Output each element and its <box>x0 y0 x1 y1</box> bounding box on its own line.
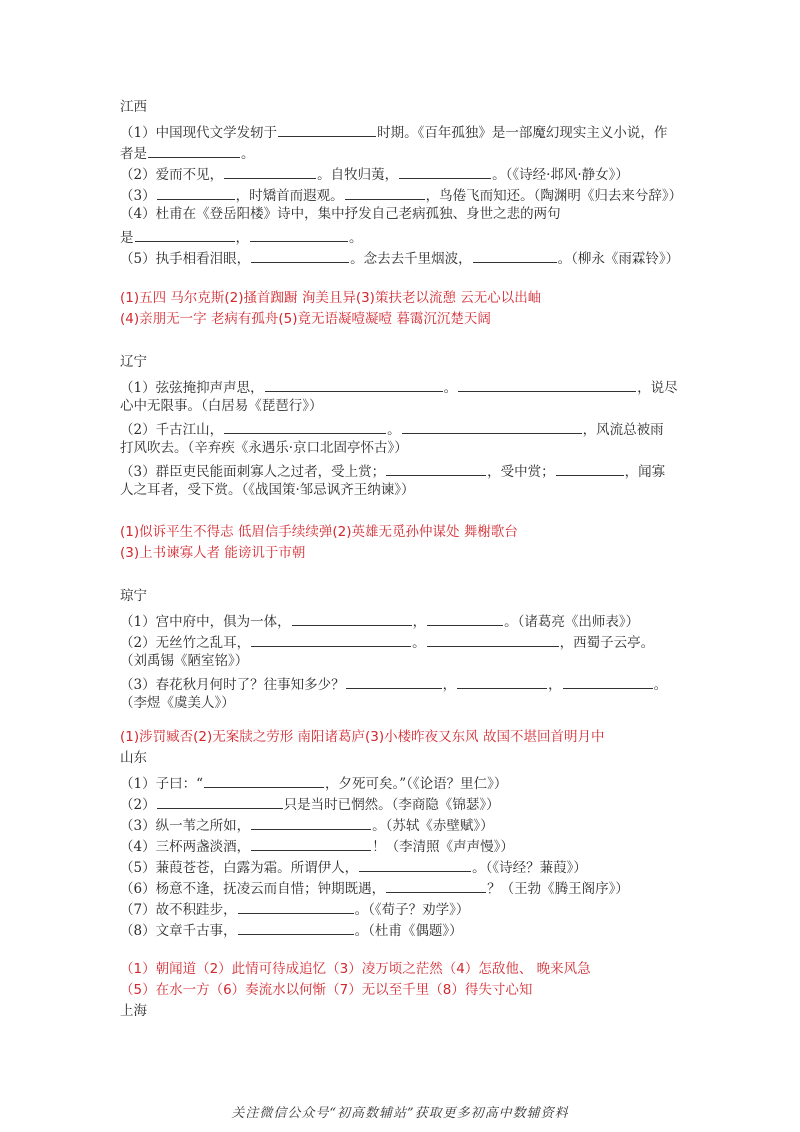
question-text: （3）纵一苇之所如， <box>120 818 251 834</box>
question-text: ，时矯首而遐观。 <box>235 188 344 204</box>
answer-blank[interactable] <box>148 145 240 158</box>
answer-blank[interactable] <box>458 379 636 392</box>
question-text: 者是 <box>120 146 147 162</box>
question-line <box>120 145 255 162</box>
question-line <box>120 655 248 669</box>
answer-key-line: (1)似诉平生不得志 低眉信手续续弹(2)英雄无觅孙仲谋处 舞榭歌台 <box>120 524 518 540</box>
answer-blank[interactable] <box>292 613 412 626</box>
question-text: ？（王勃《腾王阁序》） <box>487 881 629 897</box>
question-text: 。（柳永《雨霖铃》） <box>557 251 680 267</box>
question-text: 。 <box>443 380 458 396</box>
question-text: 是 <box>120 230 134 246</box>
answer-blank[interactable] <box>386 880 486 893</box>
question-text: 只是当时已惘然。（李商隐《锦瑟》） <box>283 797 500 813</box>
answer-blank[interactable] <box>345 187 425 200</box>
question-line <box>120 187 682 204</box>
question-line <box>120 421 664 438</box>
answer-key-line: (1)五四 马尔克斯(2)搔首踟蹰 洵美且异(3)策扶老以流憩 云无心以出岫 <box>120 290 542 306</box>
answer-blank[interactable] <box>204 775 324 788</box>
question-text: ， <box>442 677 457 693</box>
question-text: 打风吹去。（辛弃疾《永遇乐·京口北固亭怀古》） <box>120 440 408 456</box>
question-text: ， <box>235 230 249 246</box>
question-line <box>120 124 667 141</box>
answer-blank[interactable] <box>157 796 283 809</box>
answer-blank[interactable] <box>251 838 371 851</box>
question-line <box>120 697 235 711</box>
answer-blank[interactable] <box>250 229 348 242</box>
question-text: （刘禹锡《陋室铭》） <box>120 653 249 669</box>
question-text: （2）爱而不见， <box>120 167 224 183</box>
question-text: 心中无限事。（白居易《琵琶行》） <box>120 398 323 414</box>
question-line <box>120 838 514 855</box>
section-heading-qiongning: 琼宁 <box>120 588 147 604</box>
answer-blank[interactable] <box>556 463 624 476</box>
answer-blank[interactable] <box>224 166 316 179</box>
question-text: ，风流总被雨 <box>582 422 664 438</box>
question-text: 。自牧归荑， <box>317 167 399 183</box>
question-text: ，夕死可矣。”（《论语？里仁》） <box>325 776 508 792</box>
question-text: ，闻寡 <box>624 464 666 480</box>
question-text: （5）执手相看泪眼， <box>120 251 251 267</box>
question-line <box>120 208 561 222</box>
section-heading-liaoning: 辽宁 <box>120 354 147 370</box>
answer-blank[interactable] <box>386 463 486 476</box>
question-text: （2） <box>120 797 156 813</box>
answer-blank[interactable] <box>238 922 354 935</box>
question-text: （3）群臣吏民能面刺寡人之过者，受上赏； <box>120 464 386 480</box>
question-line <box>120 901 469 918</box>
answer-blank[interactable] <box>457 676 547 689</box>
question-line <box>120 880 629 897</box>
question-text: ， <box>412 614 427 630</box>
question-text: 。念去去千里烟波， <box>350 251 472 267</box>
question-text: 。 <box>241 146 255 162</box>
question-line <box>120 379 678 396</box>
question-text: （6）杨意不逢，抚凌云而自惜；钟期既遇， <box>120 881 386 897</box>
question-text: （3）春花秋月何时了？往事知多少？ <box>120 677 345 693</box>
question-text: ，西蜀子云亭。 <box>559 635 655 651</box>
answer-blank[interactable] <box>251 250 349 263</box>
question-line <box>120 634 654 651</box>
question-text: （8）文章千古事， <box>120 923 237 939</box>
question-line <box>120 775 507 792</box>
question-line <box>120 442 408 456</box>
question-text: （1）子曰：“ <box>120 776 203 792</box>
answer-blank[interactable] <box>157 187 235 200</box>
question-text: 。 <box>349 230 363 246</box>
answer-blank[interactable] <box>402 421 582 434</box>
question-text: （7）故不积跬步， <box>120 902 237 918</box>
answer-blank[interactable] <box>399 166 491 179</box>
question-text: （2）无丝竹之乱耳， <box>120 635 251 651</box>
answer-blank[interactable] <box>346 676 442 689</box>
page-footer: 关注微信公众号“初高数辅站”获取更多初高中数辅资料 <box>231 1106 569 1121</box>
question-text: ！（李清照《声声慢》） <box>372 839 514 855</box>
question-text: （4）三杯两盏淡酒， <box>120 839 251 855</box>
question-text: 。（诸葛亮《出师表》） <box>504 614 640 630</box>
question-line <box>120 229 363 246</box>
question-line <box>120 400 323 414</box>
question-line <box>120 250 679 267</box>
question-text: 。（《诗经·邶风·静女》） <box>492 167 629 183</box>
question-text: （4）杜甫在《登岳阳楼》诗中，集中抒发自己老病孤独、身世之悲的两句 <box>120 206 561 222</box>
answer-blank[interactable] <box>238 901 354 914</box>
answer-blank[interactable] <box>473 250 557 263</box>
answer-key-line: (1)涉罚臧否(2)无案牍之劳形 南阳诸葛庐(3)小楼昨夜又东风 故国不堪回首明月中 <box>120 729 605 745</box>
question-text: ，受中赏； <box>487 464 555 480</box>
question-text: （李煜《虞美人》） <box>120 695 235 711</box>
question-text: 。（杜甫《偶题》） <box>354 923 463 939</box>
answer-blank[interactable] <box>427 634 559 647</box>
question-line <box>120 166 629 183</box>
question-line <box>120 676 667 693</box>
question-text: （1）中国现代文学发轫于 <box>120 125 278 141</box>
question-line <box>120 484 415 498</box>
question-text: （5）蒹葭苍苍，白露为霜。所谓伊人， <box>120 860 359 876</box>
answer-blank[interactable] <box>251 817 371 830</box>
question-text: （2）千古江山， <box>120 422 224 438</box>
question-text: 。（苏轼《赤壁赋》） <box>372 818 494 834</box>
answer-blank[interactable] <box>563 676 653 689</box>
question-text: （1）弦弦掩抑声声思， <box>120 380 264 396</box>
question-text: 。 <box>387 422 401 438</box>
question-line <box>120 817 494 834</box>
answer-blank[interactable] <box>359 859 471 872</box>
question-line <box>120 859 587 876</box>
section-heading-jiangxi: 江西 <box>120 99 147 115</box>
question-text: 人之耳者，受下赏。（《战国策·邹忌讽齐王纳谏》） <box>120 482 415 498</box>
question-text: （3） <box>120 188 156 204</box>
question-text: 。（《荀子？劝学》） <box>354 902 470 918</box>
answer-blank[interactable] <box>427 613 503 626</box>
question-text: ，说尽 <box>637 380 678 396</box>
answer-key-line: (4)亲朋无一字 老病有孤舟(5)竟无语凝噎凝噎 暮霭沉沉楚天阔 <box>120 311 491 327</box>
answer-blank[interactable] <box>251 634 411 647</box>
question-text: ，鸟倦飞而知还。（陶渊明《归去来兮辞》） <box>425 188 683 204</box>
question-line <box>120 796 500 813</box>
answer-blank[interactable] <box>224 421 386 434</box>
question-text: 时期。《百年孤独》是一部魔幻现实主义小说，作 <box>377 125 668 141</box>
question-text: （1）宫中府中，俱为一体， <box>120 614 291 630</box>
answer-key-line: (3)上书谏寡人者 能谤讥于市朝 <box>120 545 306 561</box>
question-text: ， <box>548 677 562 693</box>
answer-key-line: （1）朝闻道（2）此情可待成追忆（3）凌万顷之茫然（4）怎敌他、 晚来风急 <box>120 961 591 977</box>
question-text: 。 <box>412 635 426 651</box>
section-heading-shanghai: 上海 <box>120 1003 147 1019</box>
question-line <box>120 922 463 939</box>
question-line <box>120 613 639 630</box>
answer-blank[interactable] <box>265 379 443 392</box>
question-text: 。 <box>653 677 668 693</box>
section-heading-shandong: 山东 <box>120 750 147 766</box>
answer-blank[interactable] <box>278 124 376 137</box>
question-line <box>120 463 665 480</box>
answer-key-line: （5）在水一方（6）奏流水以何惭（7）无以至千里（8）得失寸心知 <box>120 982 533 998</box>
question-text: 。（《诗经？蒹葭》） <box>472 860 587 876</box>
answer-blank[interactable] <box>135 229 235 242</box>
